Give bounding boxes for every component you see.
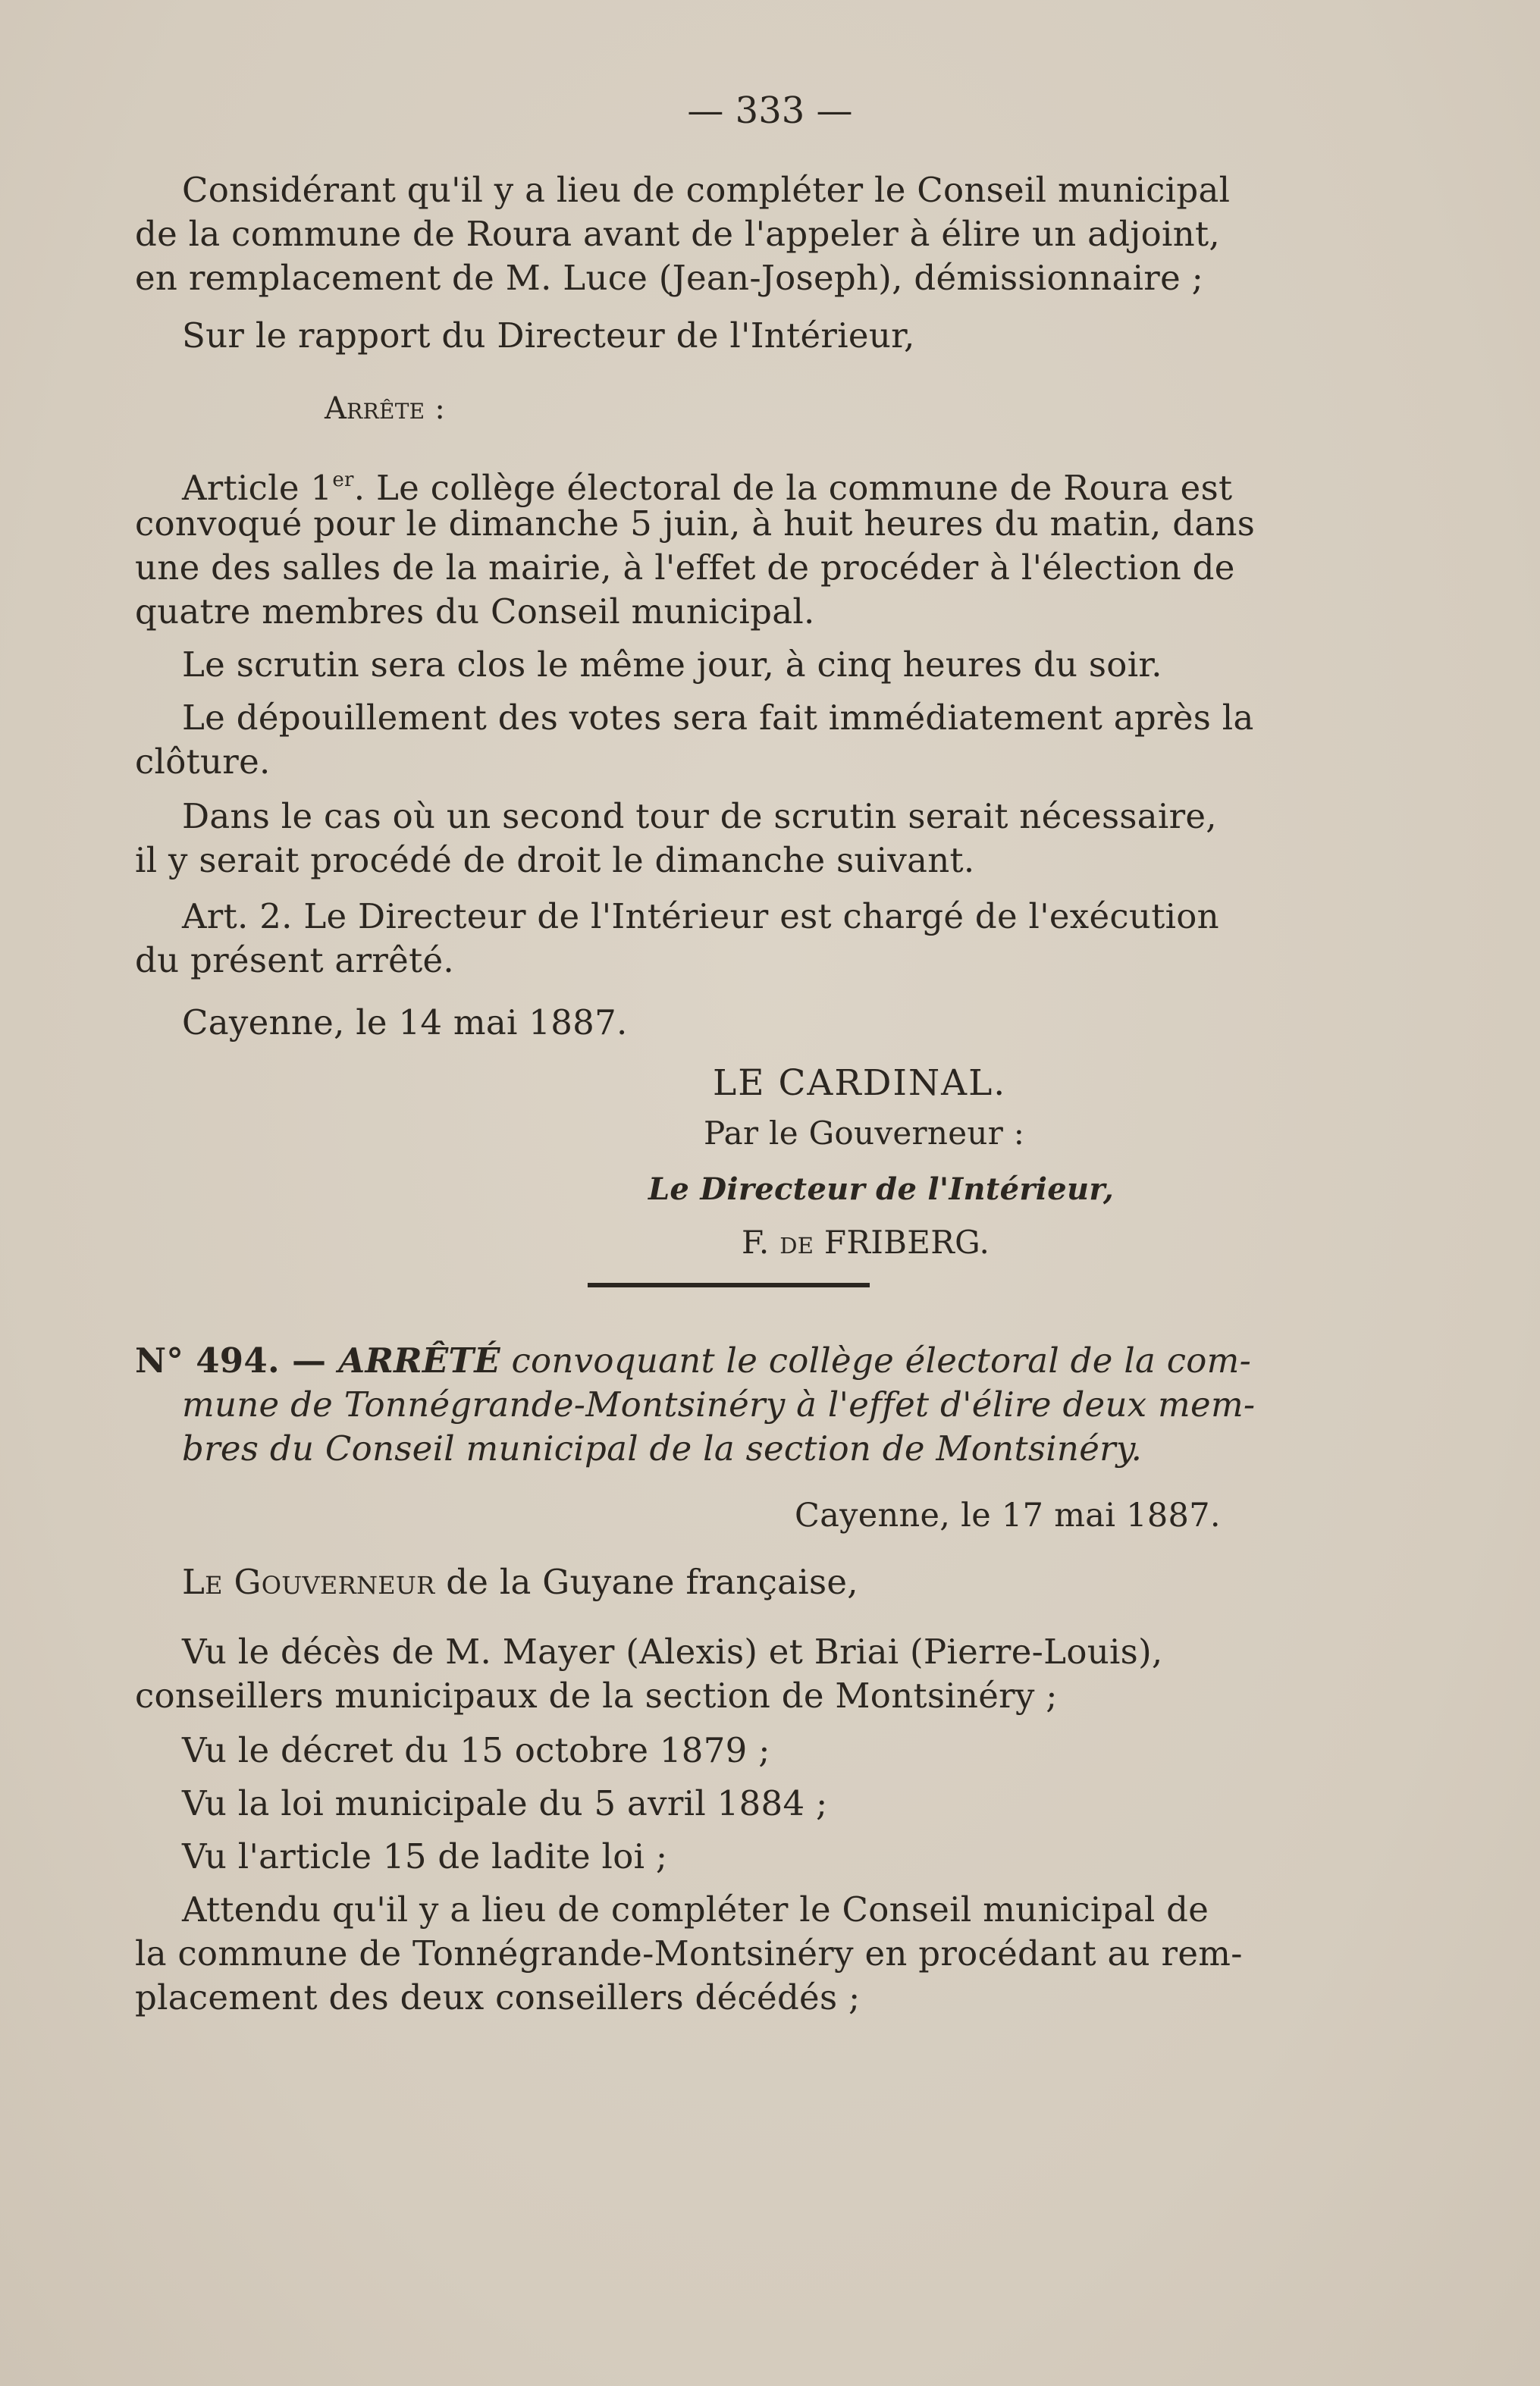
governor-text: de la Guyane française, xyxy=(434,1562,858,1602)
text-line: clôture. xyxy=(135,742,271,782)
text-line: Le dépouillement des votes sera fait immédiatement après la xyxy=(182,698,1254,738)
text-line: Considérant qu'il y a lieu de compléter le Conseil municipal xyxy=(182,170,1231,210)
signature-directeur: Le Directeur de l'Intérieur, xyxy=(648,1171,1115,1207)
decree-title-line: mune de Tonnégrande-Montsinéry à l'effet d'élire deux mem- xyxy=(182,1384,1256,1425)
article-1-superscript: er xyxy=(332,469,354,491)
page-number: — 333 — xyxy=(687,89,853,132)
text-line: Attendu qu'il y a lieu de compléter le Conseil municipal de xyxy=(182,1889,1209,1930)
governor-title: Le Gouverneur xyxy=(182,1562,435,1602)
article-2-line: Art. 2. Le Directeur de l'Intérieur est chargé de l'exécution xyxy=(182,896,1219,936)
arrete-heading: Arrête : xyxy=(325,391,446,426)
text-line: conseillers municipaux de la section de Montsinéry ; xyxy=(135,1676,1058,1716)
decree-title-line xyxy=(135,1339,1251,1383)
decree-title-keyword: ARRÊTÉ xyxy=(338,1340,500,1381)
decree-title-line: bres du Conseil municipal de la section de Montsinéry. xyxy=(182,1428,1143,1469)
friberg-particle: de xyxy=(779,1224,814,1261)
text-line: quatre membres du Conseil municipal. xyxy=(135,591,815,632)
signature-friberg xyxy=(742,1221,990,1265)
article-1-text: . Le collège électoral de la commune de Roura est xyxy=(353,468,1233,508)
text-line: une des salles de la mairie, à l'effet de procéder à l'élection de xyxy=(135,547,1235,588)
text-line: convoqué pour le dimanche 5 juin, à huit heures du matin, dans xyxy=(135,503,1256,544)
decree-number: N° 494. — xyxy=(135,1340,339,1381)
section-divider xyxy=(588,1283,870,1287)
text-line: Vu le décès de M. Mayer (Alexis) et Briai (Pierre-Louis), xyxy=(182,1632,1163,1672)
decree-date: Cayenne, le 17 mai 1887. xyxy=(795,1497,1221,1535)
signature-name: LE CARDINAL. xyxy=(713,1062,1007,1104)
friberg-surname: FRIBERG. xyxy=(814,1224,990,1261)
decree-title-text: convoquant le collège électoral de la com- xyxy=(500,1340,1252,1381)
governor-line xyxy=(182,1560,858,1604)
friberg-initial: F. xyxy=(742,1224,780,1261)
text-line: placement des deux conseillers décédés ; xyxy=(135,1977,861,2018)
text-line: Sur le rapport du Directeur de l'Intérieur, xyxy=(182,315,915,356)
text-line: du présent arrêté. xyxy=(135,940,455,980)
text-line: Vu la loi municipale du 5 avril 1884 ; xyxy=(182,1783,828,1823)
text-line: de la commune de Roura avant de l'appeler à élire un adjoint, xyxy=(135,214,1221,254)
article-1-label: Article 1 xyxy=(182,468,333,508)
text-line: en remplacement de M. Luce (Jean-Joseph), démissionnaire ; xyxy=(135,258,1204,298)
text-line: Le scrutin sera clos le même jour, à cinq heures du soir. xyxy=(182,644,1162,685)
text-line: Dans le cas où un second tour de scrutin serait nécessaire, xyxy=(182,796,1217,836)
text-line: la commune de Tonnégrande-Montsinéry en procédant au rem- xyxy=(135,1933,1243,1974)
text-line: il y serait procédé de droit le dimanche suivant. xyxy=(135,840,975,880)
text-line: Vu le décret du 15 octobre 1879 ; xyxy=(182,1730,770,1770)
text-line: Vu l'article 15 de ladite loi ; xyxy=(182,1836,668,1877)
signature-par: Par le Gouverneur : xyxy=(704,1115,1025,1152)
date-line: Cayenne, le 14 mai 1887. xyxy=(182,1002,628,1043)
